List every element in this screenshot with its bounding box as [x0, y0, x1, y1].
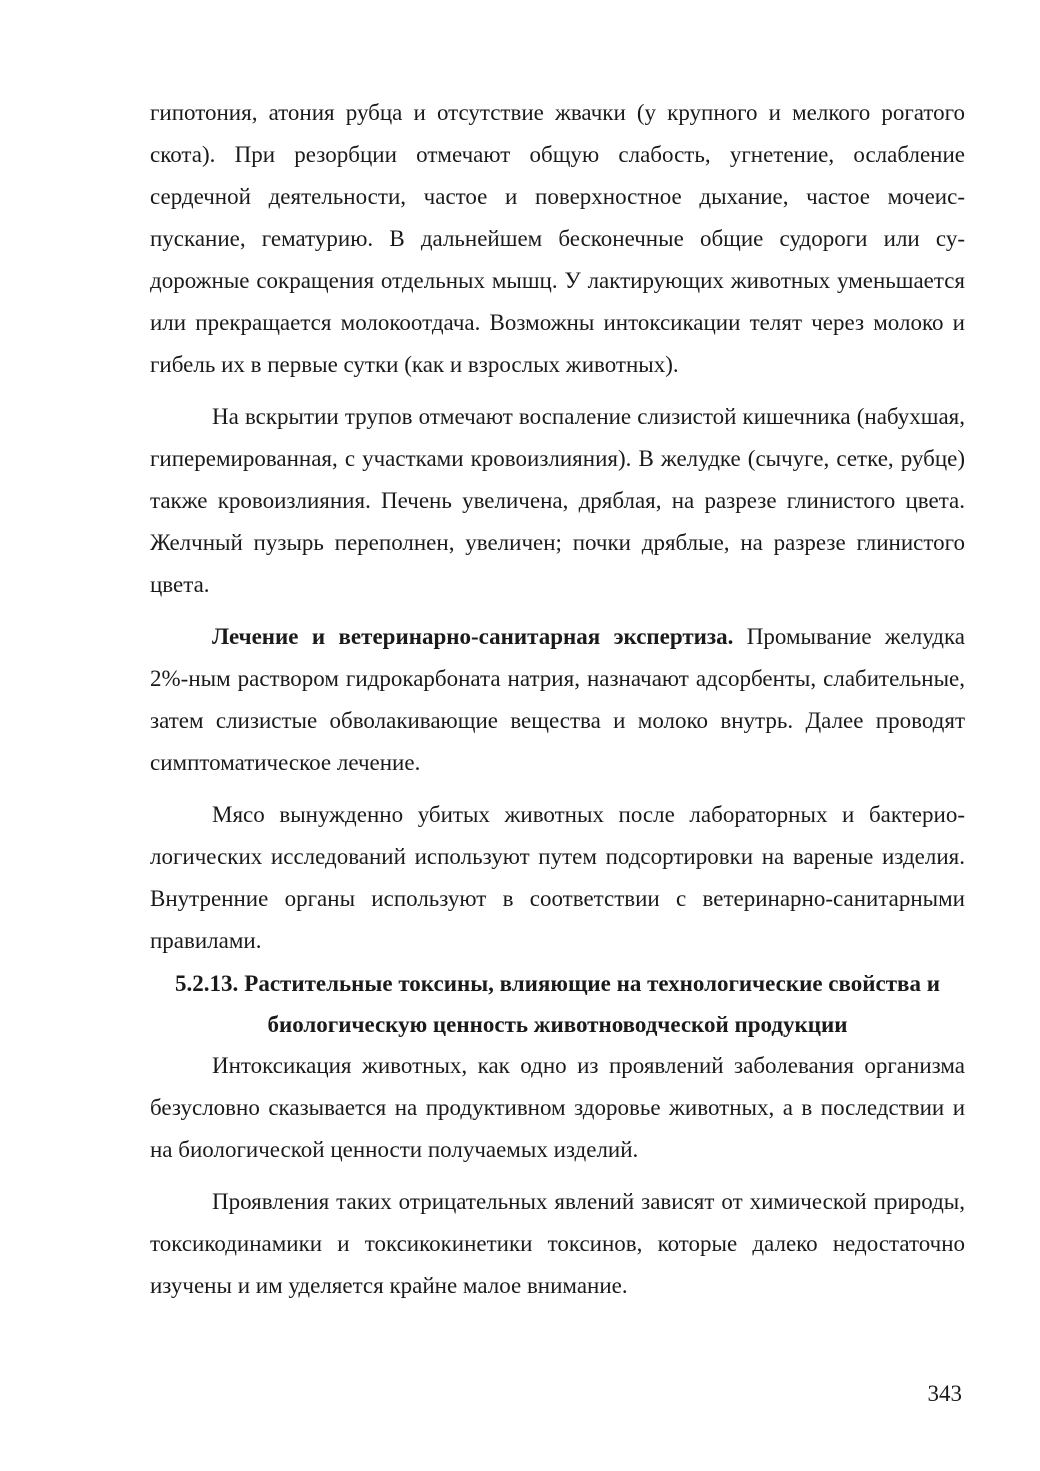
document-page [150, 92, 965, 1307]
section-heading [150, 963, 965, 1045]
section-title: Растительные токсины, влияющие на технологические свойства и биологическую ценность животноводческой продукции [244, 971, 940, 1037]
paragraph-text: Проявления таких отрицательных явлений зависят от химической природы, токсикодинамики и токсикокинетики токсинов, которые далеко недостаточно изучены и им уделяется крайне малое внимание. [150, 1189, 965, 1298]
paragraph-text: гипотония, атония рубца и отсутствие жвачки (у крупного и мелкого рогатого скота). При резорбции отмечают общую слабость, угнетение, ослабление сердечной деятельности, частое и поверхностное дыхание, частое мочеиспускание, гематурию. В дальнейшем бесконечные общие судороги или судорожные сокращения отдельных мышц. У лактирующих животных уменьшается или прекращается молокоотдача. Возможны интоксикации телят через молоко и гибель их в первые сутки (как и взрослых животных). [150, 100, 965, 377]
paragraph-treatment [150, 616, 965, 784]
paragraph-resorption-symptoms [150, 92, 965, 386]
section-number: 5.2.13. [175, 971, 239, 996]
paragraph-lead-heading: Лечение и ветеринарно-санитарная экспертиза. [212, 624, 734, 649]
paragraph-text: Мясо вынужденно убитых животных после лабораторных и бактериологических исследований используют путем подсортировки на вареные изделия. Внутренние органы используют в соответствии с ветеринарно-санитарными правилами. [150, 802, 965, 953]
paragraph-negative-phenomena [150, 1181, 965, 1307]
page-number: 343 [927, 1381, 962, 1406]
paragraph-text: Промывание желудка 2%-ным раствором гидрокарбоната натрия, назначают адсорбенты, слабительные, затем слизистые обволакивающие вещества и молоко внутрь. Далее проводят симптоматическое лечение. [150, 624, 965, 775]
paragraph-text: Интоксикация животных, как одно из проявлений заболевания организма безусловно сказывается на продуктивном здоровье животных, а в последствии и на биологической ценности получаемых изделий. [150, 1053, 965, 1162]
paragraph-autopsy-findings [150, 396, 965, 606]
paragraph-text: На вскрытии трупов отмечают воспаление слизистой кишечника (набухшая, гиперемированная, с участками кровоизлияния). В желудке (сычуге, сетке, рубце) также кровоизлияния. Печень увеличена, дряблая, на разрезе глинистого цвета. Желчный пузырь переполнен, увеличен; почки дряблые, на разрезе глинистого цвета. [150, 404, 965, 597]
paragraph-meat-usage [150, 794, 965, 962]
paragraph-intoxication [150, 1045, 965, 1171]
